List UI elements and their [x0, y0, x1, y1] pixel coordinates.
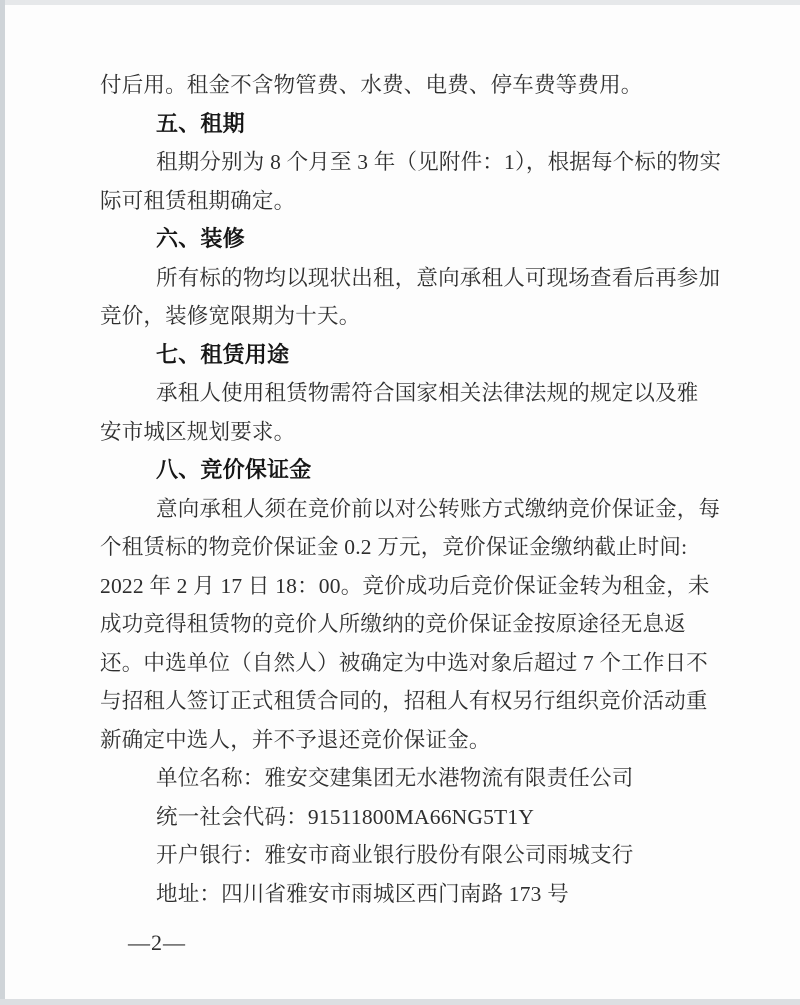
text-line: 安市城区规划要求。 [100, 419, 296, 444]
text-line: 还。中选单位（自然人）被确定为中选对象后超过 7 个工作日不 [100, 650, 709, 675]
text-line: 所有标的物均以现状出租，意向承租人可现场查看后再参加 [156, 265, 721, 290]
text-line: 租期分别为 8 个月至 3 年（见附件：1），根据每个标的物实 [156, 150, 722, 174]
text-line: 成功竞得租赁物的竞价人所缴纳的竞价保证金按原途径无息返 [100, 612, 686, 636]
text-line: 竞价，装修宽限期为十天。 [100, 304, 361, 328]
text-line: 意向承租人须在竞价前以对公转账方式缴纳竞价保证金，每 [156, 496, 721, 521]
document-body [100, 66, 720, 913]
section-heading: 八、竞价保证金 [156, 457, 312, 482]
page-number: —2— [128, 930, 186, 955]
section-heading: 六、装修 [156, 226, 245, 251]
section-heading: 五、租期 [156, 110, 245, 136]
scan-edge-left [0, 0, 5, 1005]
scan-edge-top [0, 0, 800, 5]
text-line: 承租人使用租赁物需符合国家相关法律法规的规定以及雅 [156, 381, 699, 405]
info-line: 统一社会代码：91511800MA66NG5T1Y [156, 804, 535, 829]
text-line: 新确定中选人，并不予退还竞价保证金。 [100, 727, 491, 752]
info-line: 地址：四川省雅安市雨城区西门南路 173 号 [156, 881, 569, 906]
text-line: 际可租赁租期确定。 [100, 188, 296, 213]
text-line: 2022 年 2 月 17 日 18：00。竞价成功后竞价保证金转为租金，未 [100, 573, 710, 598]
scan-edge-bottom [0, 999, 800, 1005]
text-line: 个租赁标的物竞价保证金 0.2 万元，竞价保证金缴纳截止时间: [100, 535, 688, 559]
info-line: 开户银行：雅安市商业银行股份有限公司雨城支行 [156, 843, 634, 867]
text-line: 与招租人签订正式租赁合同的，招租人有权另行组织竞价活动重 [100, 689, 708, 713]
info-line: 单位名称：雅安交建集团无水港物流有限责任公司 [156, 766, 634, 790]
section-heading: 七、租赁用途 [156, 341, 290, 367]
text-line: 付后用。租金不含物管费、水费、电费、停车费等费用。 [100, 73, 643, 97]
